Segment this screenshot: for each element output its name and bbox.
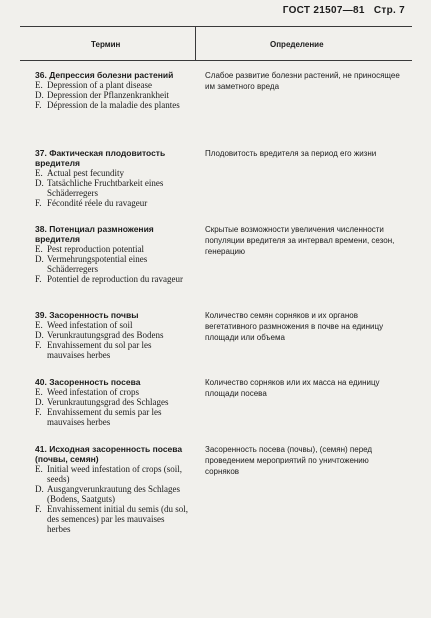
standard-number: ГОСТ 21507—81	[282, 5, 365, 16]
term-definition: Количество сорняков или их масса на единицу площади посева	[205, 378, 380, 398]
term-definition: Скрытые возможности увеличения численности популяции вредителя за интервал времени, сезон, генерацию	[205, 225, 395, 256]
term-english: E. Initial weed infestation of crops (soil, seeds)	[35, 464, 182, 484]
term-german: D. Verunkrautungsgrad des Schlages	[35, 397, 169, 407]
term-russian: 37. Фактическая плодовитость вредителя	[35, 148, 166, 168]
term-german: D. Tatsächliche Fruchtbarkeit eines Schäderregers	[35, 178, 164, 198]
term-russian: 40. Засоренность посева	[35, 377, 141, 387]
term-russian: 41. Исходная засоренность посева (почвы, семян)	[35, 444, 183, 464]
term-german: D. Depression der Pflanzenkrankheit	[35, 90, 169, 100]
term-french: F. Envahissement du sol par les mauvaises herbes	[35, 340, 152, 360]
term-french: F. Envahissement initial du semis (du sol, des semences) par les mauvaises herbes	[35, 504, 188, 534]
term-german: D. Ausgangverunkrautung des Schlages (Bodens, Saatguts)	[35, 484, 180, 504]
term-russian: 36. Депрессия болезни растений	[35, 70, 174, 80]
term-cell	[35, 224, 188, 284]
term-cell	[35, 70, 188, 110]
column-divider	[195, 26, 196, 60]
term-cell	[35, 444, 188, 534]
term-french: F. Fécondité réele du ravageur	[35, 198, 148, 208]
page-number: Стр. 7	[373, 5, 405, 16]
term-definition: Слабое развитие болезни растений, не приносящее им заметного вреда	[205, 71, 400, 91]
term-definition: Количество семян сорняков и их органов вегетативного размножения в почве на единицу площади или объема	[205, 311, 384, 342]
term-english: E. Actual pest fecundity	[35, 168, 124, 178]
term-definition: Засоренность посева (почвы), (семян) перед проведением мероприятий по уничтожению сорняков	[205, 445, 373, 476]
table-header-rule	[20, 60, 412, 61]
column-header-definition: Определение	[270, 40, 324, 49]
column-header-term: Термин	[91, 40, 121, 49]
term-french: F. Dépression de la maladie des plantes	[35, 100, 180, 110]
term-french: F. Potentiel de reproduction du ravageur	[35, 274, 183, 284]
term-russian: 39. Засоренность почвы	[35, 310, 139, 320]
term-english: E. Weed infestation of crops	[35, 387, 139, 397]
term-german: D. Verunkrautungsgrad des Bodens	[35, 330, 164, 340]
term-english: E. Depression of a plant disease	[35, 80, 152, 90]
table-top-rule	[20, 26, 412, 27]
page-header	[277, 5, 405, 16]
term-german: D. Vermehrungspotential eines Schäderregers	[35, 254, 148, 274]
term-english: E. Pest reproduction potential	[35, 244, 144, 254]
term-cell	[35, 377, 188, 427]
term-french: F. Envahissement du semis par les mauvaises herbes	[35, 407, 162, 427]
term-definition: Плодовитость вредителя за период его жизни	[205, 149, 377, 158]
term-english: E. Weed infestation of soil	[35, 320, 133, 330]
term-cell	[35, 310, 188, 360]
term-russian: 38. Потенциал размножения вредителя	[35, 224, 154, 244]
term-cell	[35, 148, 188, 208]
